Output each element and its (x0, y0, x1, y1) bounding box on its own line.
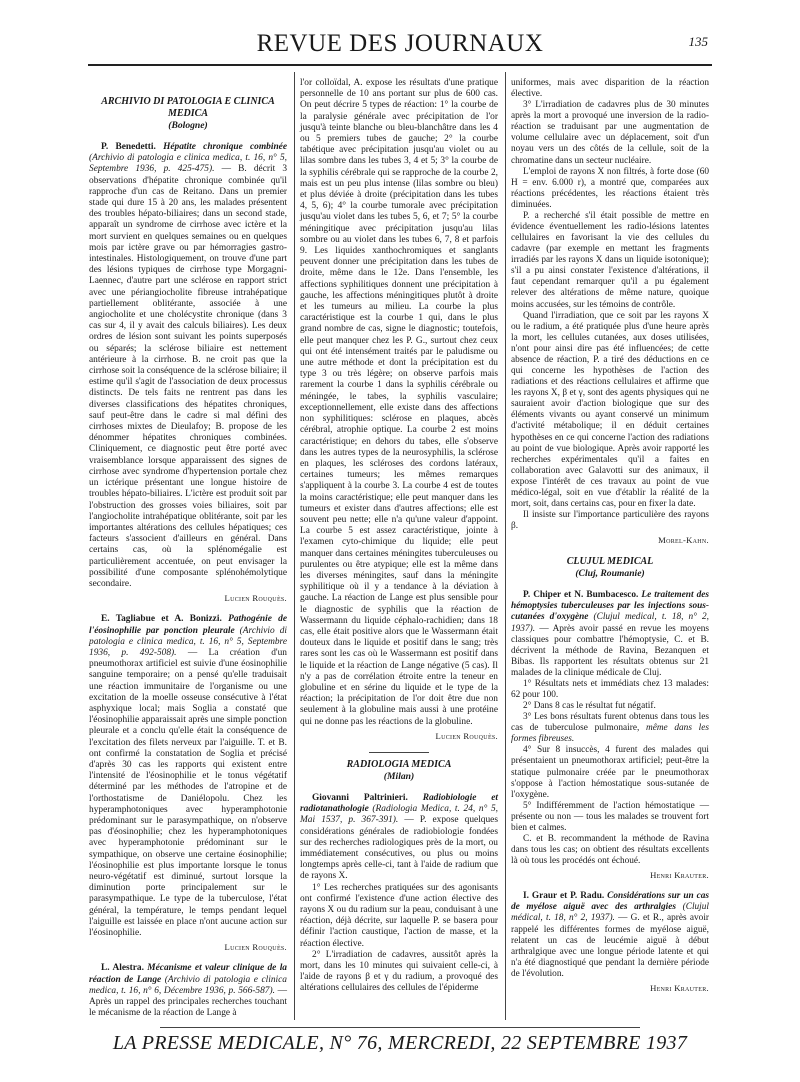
article-signature: Henri Krauter. (650, 982, 709, 993)
column-middle (300, 78, 498, 995)
article (511, 891, 709, 994)
column-right (511, 78, 709, 1004)
section-divider (369, 752, 429, 753)
article-paragraph: L'emploi de rayons X non filtrés, à forte dose (60 H = env. 6.000 r), a montré que, comparées aux réactions précédentes, les réactions étaient très diminuées. (511, 166, 709, 210)
section-city: (Milan) (383, 770, 415, 782)
article-signature: Lucien Rouquès. (224, 593, 287, 604)
header-rule (88, 64, 712, 66)
article-body: — P. expose quelques considérations générales de radiobiologie fondées sur des recherches radiologiques près de la mort, ou immédiatement consécutives, ou plus ou moins longtemps après celle-ci, tant à l'aide de radium que de rayons X. (300, 815, 498, 882)
article-signature: Lucien Rouquès. (224, 942, 287, 953)
article-paragraph: Quand l'irradiation, que ce soit par les rayons X ou le radium, a été pratiquée plus d'une heure après la mort, les cellules cutanées, aux doses utilisées, n'ont pour ainsi dire pas été influencées; de cette absence de réaction, P. a tiré des déductions en ce qui concerne les hypothèses de l'action des radiations et des réactions cellulaires et affirme que les rayons X, β et γ, sont des agents physiques qui ne sauraient avoir d'action biologique que sur des éléments vivants ou ayant conservé un minimum d'activité métabolique; il en déduit certaines hypothèses en ce qui concerne l'action des radiations au point de vue biologique. Après avoir rapporté les recherches expérimentales qu'il a faites en collaboration avec Galavotti sur des animaux, il expose l'intérêt de ces travaux au point de vue médico-légal, soit en vue d'établir la réalité de la mort, soit, dans certains cas, pour en fixer la date. (511, 310, 709, 509)
article-paragraph: 5° Indifféremment de l'action hémostatique — présente ou non — tous les malades se trouvent fort bien et calmes. (511, 800, 709, 833)
article-paragraph: 2° Dans 8 cas le résultat fut négatif. (523, 701, 656, 712)
section-title: CLUJUL MEDICAL (566, 556, 654, 568)
article-body: — La création d'un pneumothorax artificiel est suivie d'une éosinophilie sanguine temporaire; on a pensé qu'elle traduisait une réaction immunitaire de l'organisme ou une excitation de la moelle osseuse consécutive à l'état asphyxique local; mais Soglia a constaté que l'éosinophilie apparaissait après une simple ponction pleurale et a conclu qu'elle était la conséquence de l'excitation des filets nerveux par l'aiguille. T. et B. ont confirmé la constatation de Soglia et précisé d'après 30 cas les rapports qui existent entre l'intensité de l'éosinophilie et le tonus végétatif déterminé par les méthodes de l'atropine et de l'orthostatisme de Daniélopolu. Chez les hyperamphotoniques avec hyperamphotonie prédominant sur le parasympathique, on n'observe pas d'éosinophilie; chez les hyperamphotoniques avec hyperamphotonie prédominant sur le sympathique, on observe une certaine éosinophilie; l'éosinophilie est plus importante lorsque le tonus neuro-végétatif est diminué, surtout lorsque la diminution porte principalement sur le parasympathique. Le type de la tuberculose, l'état général, la température, le temps pendant lequel l'aiguille est laissée en place n'ont aucune action sur l'éosinophilie. (89, 647, 287, 939)
article-citation: (Clujul medical, t. 18, n° 2, 1937). (511, 612, 709, 634)
article-citation: (Clujul médical, t. 18, n° 2, 1937). (511, 902, 709, 924)
article-authors: Giovanni Paltrinieri. (312, 792, 408, 803)
running-title: REVUE DES JOURNAUX (256, 30, 544, 57)
section-title: RADIOLOGIA MEDICA (346, 758, 452, 770)
section-city: (Cluj, Roumanie) (575, 568, 645, 580)
article-paragraph: 1° Résultats nets et immédiats chez 13 malades: 62 pour 100. (511, 678, 709, 700)
article-signature: Lucien Rouquès. (435, 730, 498, 741)
article-title: Hépatite chronique combinée (163, 142, 287, 152)
article-signature: Henri Krauter. (650, 870, 709, 881)
article-body: — Après un rappel des principales recherches touchant le mécanisme de la réaction de Lange à (89, 985, 288, 1019)
article (89, 963, 287, 1019)
article (89, 614, 287, 953)
article-authors: P. Chiper et N. Bumbacesco. (523, 590, 639, 601)
article-paragraph (511, 712, 709, 745)
article-signature: Morel-Kahn. (658, 535, 709, 546)
article (89, 142, 287, 604)
article-paragraph: P. a recherché s'il était possible de mettre en évidence éventuellement les radio-lésions latentes cellulaires en favorisant la vie des cellules du cadavre (par exemple en mettant les fragments irradiés par les rayons X dans un liquide isotonique); s'il a pu ainsi constater l'existence d'altérations, il faut cependant remarquer qu'il a pu également relever des altérations de même nature, quoique moins accusées, sur les témoins de contrôle. (511, 210, 709, 310)
page-footer: LA PRESSE MEDICALE, N° 76, MERCREDI, 22 SEPTEMBRE 1937 (112, 1032, 688, 1054)
article-title: Pathogénie de l'éosinophilie par ponction pleurale (89, 614, 288, 636)
column-divider (505, 72, 506, 1020)
footer-rule (160, 1027, 640, 1028)
article-citation: (Archivio di patologia e clinica medica, t. 16, n° 5, Septembre 1936, p. 492-508). (89, 625, 287, 658)
article-title: Considérations sur un cas de myélose aiguë avec des arthralgies (511, 891, 709, 913)
article-title: Le traitement des hémoptysies tuberculeuses par les injections sous-cutanées d'oxygène (511, 590, 709, 623)
article-title: Mécanisme et valeur clinique de la réaction de Lange (89, 963, 287, 985)
article-authors: E. Tagliabue et A. Bonizzi. (101, 614, 222, 625)
article-authors: I. Graur et P. Radu. (523, 891, 605, 902)
column-divider (294, 72, 295, 1020)
section-title: ARCHIVIO DI PATOLOGIA E CLINICA MEDICA (101, 96, 275, 119)
article (300, 793, 498, 995)
article-body: — B. décrit 3 observations d'hépatite chronique combinée qu'il rapproche d'un cas de Reitano. Dans un premier stade qui dure 15 à 20 ans, les malades présentent des troubles hépato-biliaires; dans un second stade, apparaît un syndrome de cirrhose avec ictère et la mort survient en quelques semaines ou en quelques mois par ictère grave ou par hémorragies gastro-intestinales. Histologiquement, on trouve d'une part des lésions typiques de cirrhose type Morgagni-Laennec, d'autre part une sclérose en rapport strict avec une périangiocholite fibreuse intrahépatique partiellement oblitérante, associée à une angiocholite et une cholécystite chronique (dans 3 cas sur 4, il y avait des calculs biliaires). Les deux ordres de lésion sont suivant les points superposés ou séparés; la sclérose biliaire est nettement antérieure à la cirrhose. B. ne croit pas que la cirrhose soit la conséquence de la sclérose biliaire; il estime qu'il s'agit de l'association de deux processus distincts. De tels faits ne rentrent pas dans les diverses classifications des hépatites chroniques, sauf peut-être dans le cadre si mal défini des cirrhoses mixtes de Dieulafoy; B. propose de les dénommer hépatites chroniques combinées. Cliniquement, ce diagnostic peut être porté avec vraisemblance lorsque apparaissent des signes de cirrhose avec syndrome d'hypertension portale chez un ictérique présentant une longue histoire de troubles hépato-biliaires. L'ictère est produit soit par l'obstruction des grosses voies biliaires, soit par l'angiocholite intrahépatique oblitérante, soit par les importantes altérations des cellules hépatiques; ces facteurs s'associent d'ailleurs en général. Dans certains cas, où la splénomégalie est particulièrement accentuée, on peut envisager la possibilité d'une composante splénohémolytique secondaire. (89, 164, 288, 589)
article-citation: (Archivio di patologia e clinica medica, t. 16, n° 5, Septembre 1936, p. 425-475). (89, 153, 287, 175)
page-number: 135 (688, 34, 708, 49)
article-body-continued: l'or colloïdal, A. expose les résultats d'une pratique personnelle de 10 ans portant sur plus de 600 cas. On peut décrire 5 types de réaction: 1° la courbe de la paralysie générale avec précipitation de l'or jusqu'à teinte blanche ou bleu-blanchâtre dans les 4 ou 5 premiers tubes de gauche; 2° la courbe tabétique avec précipitation jusqu'au violet ou au lilas sombre dans les tubes 3, 4 et 5; 3° la courbe de la syphilis cérébrale qui se rapproche de la courbe 2, mais est un peu plus intense (lilas sombre ou bleu) et plus déviée à droite (précipitation dans les tubes 4, 5, 6); 4° la courbe tumorale avec précipitation jusqu'au violet dans les tubes 5, 6, et 7; 5° la courbe méningitique avec précipitation jusqu'au lilas sombre ou au violet dans les tubes 6, 7, 8 et parfois 9. Les liquides xanthochromiques et sanglants peuvent donner une précipitation dans les tubes de droite, même dans le 12e. Dans l'ensemble, les affections syphilitiques donnent une précipitation à gauche, les affections méningitiques plutôt à droite et les tumeurs au milieu. La courbe la plus caractéristique est la courbe 1 qui, dans le plus grand nombre de cas, signe le diagnostic; toutefois, elle peut manquer chez les P. G., surtout chez ceux qui ont été intensément traités par le paludisme ou une autre méthode et dont la précipitation est du type 3 ou très légère; on observe parfois mais rarement la courbe 1 dans la syphilis cérébrale ou méningée, le tabes, la syphilis vasculaire; exceptionnellement, elle existe dans des affections non syphilitiques: sclérose en plaques, abcès cérébral, atrophie optique. La courbe 2 est moins caractéristique; en dehors du tabes, elle s'observe dans les autres types de la neurosyphilis, la sclérose en plaques, les scléroses des cordons latéraux, certaines tumeurs; les mêmes remarques s'appliquent à la courbe 3. La courbe 4 est de toutes la moins caractéristique; elle peut manquer dans les tumeurs et exister dans d'autres affections; elle est souvent peu nette; elle n'a qu'une valeur d'appoint. La courbe 5 est assez caractéristique, jointe à l'examen cyto-chimique du liquide; elle peut manquer dans certaines méningites tuberculeuses ou purulentes ou être atypique; elle est la même dans les diverses méningites, sauf dans la méningite syphilitique où il y a tendance à la déviation à gauche. La réaction de Lange est plus sensible pour le diagnostic de syphilis que la réaction de Wassermann du liquide céphalo-rachidien; dans 18 cas, elle était positive alors que le Wassermann était douteux dans le liquide et positif dans le sang; très rares sont les cas où le Wassermann est positif dans le liquide et la réaction de Lange négative (5 cas). Il n'y a pas de corrélation étroite entre la teneur en globuline et en sérine du liquide et le type de la réaction; la précipitation de l'or doit être due non seulement à la globuline mais aussi à une protéine qui ne donne pas les réactions de la globuline. (300, 78, 498, 727)
article-paragraph: Il insiste sur l'importance particulière des rayons β. (511, 510, 709, 532)
article-paragraph: 3° L'irradiation de cadavres plus de 30 minutes après la mort a provoqué une inversion de la radio-réaction se traduisant par une augmentation de volume cellulaire avec un déplacement, soit d'un noyau vers un des côtés de la cellule, soit de la chromatine dans un secteur nucléaire. (511, 100, 709, 166)
column-left (89, 78, 287, 1019)
article-authors: L. Alestra. (101, 963, 144, 974)
article (511, 590, 709, 881)
article-body: — Après avoir passé en revue les moyens classiques pour combattre l'hémoptysie, C. et B. décrivent la méthode de Ravina, Bezanquen et Bibas. Ils rapportent les résultats obtenus sur 21 malades de la clinique médicale de Cluj. (511, 623, 709, 678)
text-run-italic: même dans les formes fibreuses. (511, 723, 709, 745)
article-citation: (Radiologia Medica, t. 24, n° 5, Mai 1537, p. 367-391). (300, 804, 498, 826)
article-paragraph: 1° Les recherches pratiquées sur des agonisants ont confirmé l'existence d'une action élective des rayons X ou du radium sur la peau, conduisant à une réaction, déjà décrite, sur laquelle P. se basera pour définir l'action caustique, l'action de masse, et la réaction élective. (300, 882, 498, 949)
article-body-continued: uniformes, mais avec disparition de la réaction élective. (511, 78, 709, 100)
article-body: — G. et R., après avoir rappelé les différentes formes de myélose aiguë, relatent un cas de leucémie aiguë à début arthralgique avec une longue période latente et qui n'a été diagnostiqué que pendant la dernière période de l'évolution. (511, 913, 709, 979)
article-paragraph: C. et B. recommandent la méthode de Ravina dans tous les cas; on obtient des résultats excellents là où tous les procédés ont échoué. (511, 834, 709, 867)
article-authors: P. Benedetti. (101, 142, 156, 152)
article-title: Radiobiologie et radiotanathologie (300, 792, 498, 815)
article-paragraph: 2° L'irradiation de cadavres, aussitôt après la mort, dans les 10 minutes qui suivaient celle-ci, à l'aide de rayons β et γ du radium, a provoqué des altérations cellulaires des cellules de l'épiderme (300, 949, 498, 994)
section-city: (Bologne) (168, 120, 208, 131)
text-run: 3° Les bons résultats furent obtenus dans tous les cas de tuberculose pulmonaire, (511, 712, 709, 734)
article-paragraph: 4° Sur 8 insuccès, 4 furent des malades qui présentaient un pneumothorax artificiel; peut-être la statique pulmonaire créée par le pneumothorax s'oppose à l'action hémostatique sous-sutanée de l'oxygène. (511, 745, 709, 800)
article-citation: (Archivio di patologia e clinica medica, t. 16, n° 6, Décembre 1936, p. 566-587). (89, 974, 287, 996)
